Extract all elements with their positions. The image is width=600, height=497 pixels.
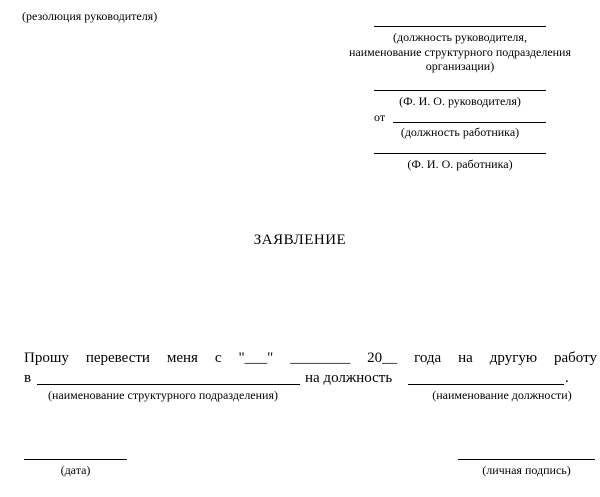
signature-line[interactable]	[458, 459, 595, 460]
request-word: перевести	[85, 350, 150, 366]
manager-name-line[interactable]	[374, 90, 546, 91]
request-word: с	[214, 350, 222, 366]
request-line-1	[24, 349, 597, 367]
request-day-blank[interactable]: "___"	[238, 350, 274, 366]
department-line[interactable]	[37, 384, 300, 385]
request-word: другую	[489, 350, 538, 366]
manager-position-caption-3: организации)	[425, 59, 495, 73]
employee-name-line[interactable]	[374, 153, 546, 154]
request-word: на	[458, 350, 473, 366]
manager-position-line[interactable]	[374, 26, 546, 27]
employee-position-line[interactable]	[393, 122, 546, 123]
document-title: ЗАЯВЛЕНИЕ	[253, 232, 347, 248]
department-caption: (наименование структурного подразделения)	[47, 388, 278, 402]
request-word: меня	[166, 350, 198, 366]
employee-name-caption: (Ф. И. О. работника)	[407, 157, 513, 171]
employee-position-caption: (должность работника)	[400, 125, 520, 139]
job-title-line[interactable]	[408, 384, 564, 385]
date-line[interactable]	[24, 459, 127, 460]
date-caption: (дата)	[60, 463, 91, 477]
request-word: года	[414, 350, 442, 366]
resolution-caption: (резолюция руководителя)	[22, 9, 158, 23]
from-label: от	[374, 110, 386, 124]
signature-caption: (личная подпись)	[482, 463, 571, 477]
manager-position-caption-2: наименование структурного подразделения	[348, 45, 572, 59]
request-word: Прошу	[24, 350, 69, 366]
request-year-blank[interactable]: 20__	[367, 350, 398, 366]
manager-name-caption: (Ф. И. О. руководителя)	[399, 94, 521, 108]
request-line2-end: .	[565, 370, 569, 386]
request-line2-prefix: в	[24, 370, 32, 386]
request-line2-middle: на должность	[305, 370, 393, 386]
job-title-caption: (наименование должности)	[432, 388, 572, 402]
request-month-blank[interactable]: ________	[290, 350, 351, 366]
manager-position-caption-1: (должность руководителя,	[393, 30, 527, 44]
request-word: работу	[554, 350, 597, 366]
